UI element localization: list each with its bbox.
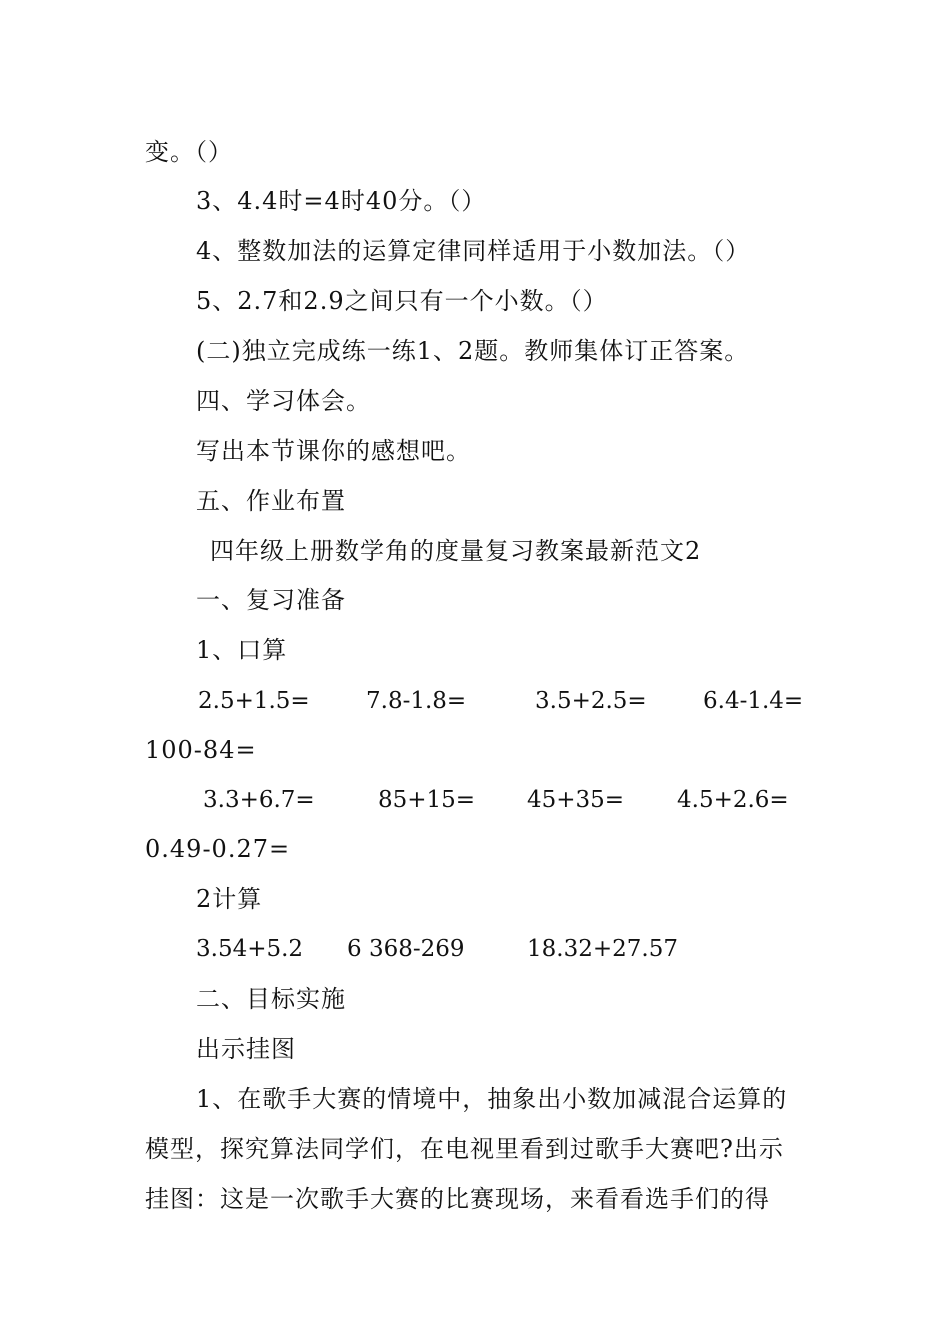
oral-calc-item: 0.49-0.27=	[145, 835, 291, 863]
oral-calc-item: 3.5+2.5=	[535, 688, 647, 714]
judgement-item-4: 4、整数加法的运算定律同样适用于小数加法。（）	[196, 237, 751, 265]
subsection-heading: 2计算	[196, 885, 263, 913]
document-title: 四年级上册数学角的度量复习教案最新范文2	[210, 537, 702, 565]
calc-row	[0, 934, 950, 964]
oral-calc-item: 4.5+2.6=	[677, 787, 789, 813]
text-line: (二)独立完成练一练1、2题。教师集体订正答案。	[196, 337, 750, 365]
paragraph-line: 挂图：这是一次歌手大赛的比赛现场，来看看选手们的得	[145, 1185, 770, 1213]
oral-calc-item: 45+35=	[527, 787, 625, 813]
paragraph-line: 模型，探究算法同学们，在电视里看到过歌手大赛吧?出示	[145, 1135, 784, 1163]
oral-calc-row	[0, 785, 950, 815]
calc-item: 3.54+5.2	[196, 936, 304, 962]
oral-calc-item: 3.3+6.7=	[203, 787, 315, 813]
paragraph-line: 1、在歌手大赛的情境中，抽象出小数加减混合运算的	[196, 1085, 788, 1113]
calc-item: 18.32+27.57	[527, 936, 678, 962]
oral-calc-item: 6.4-1.4=	[703, 688, 804, 714]
oral-calc-item: 7.8-1.8=	[366, 688, 467, 714]
calc-item: 6 368-269	[347, 936, 465, 962]
section-heading: 五、作业布置	[196, 487, 346, 515]
judgement-item-3: 3、4.4时=4时40分。（）	[196, 187, 487, 215]
subsection-heading: 1、口算	[196, 636, 288, 664]
oral-calc-item: 2.5+1.5=	[198, 688, 310, 714]
judgement-item-5: 5、2.7和2.9之间只有一个小数。（）	[196, 287, 608, 315]
text-line: 变。（）	[145, 138, 233, 166]
section-heading: 二、目标实施	[196, 985, 346, 1013]
oral-calc-row	[0, 686, 950, 716]
section-heading: 一、复习准备	[196, 586, 346, 614]
oral-calc-item: 85+15=	[378, 787, 476, 813]
text-line: 写出本节课你的感想吧。	[196, 437, 471, 465]
text-line: 出示挂图	[196, 1035, 296, 1063]
oral-calc-item: 100-84=	[145, 736, 257, 764]
section-heading: 四、学习体会。	[196, 387, 371, 415]
